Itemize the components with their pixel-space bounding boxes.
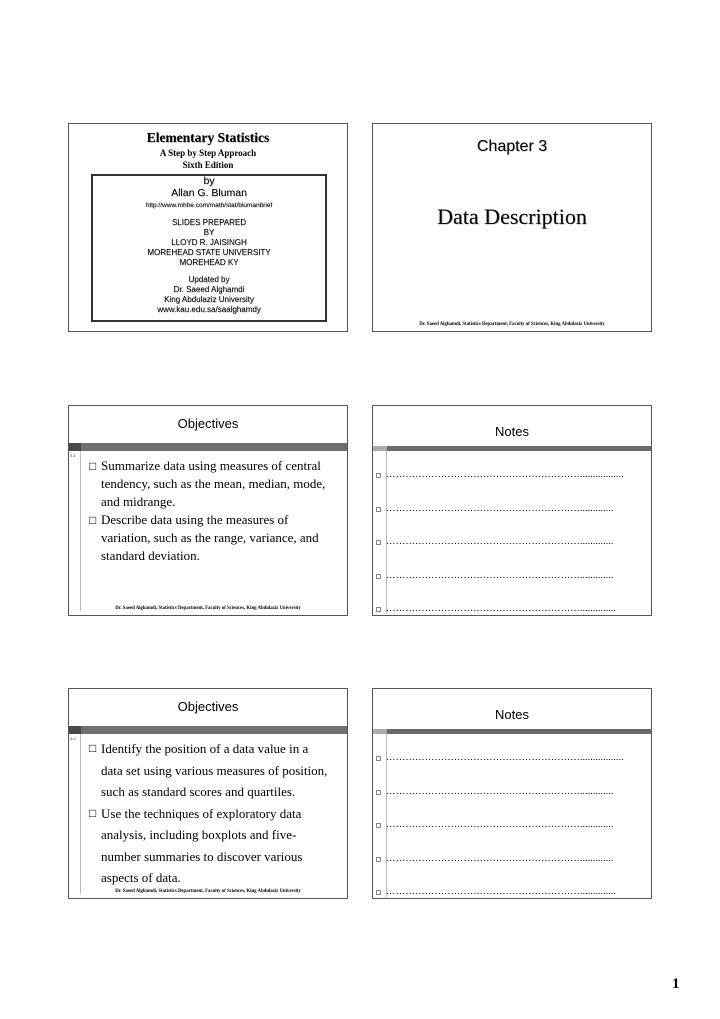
- slide-footer: Dr. Saeed Alghamdi, Statistics Department, Faculty of Sciences, King Abdulaziz University: [115, 889, 301, 894]
- list-item: □ Describe data using the measures of variation, such as the range, variance, and standard deviation.: [89, 512, 319, 563]
- author-name: Allan G. Bluman: [171, 187, 247, 199]
- page-number: 1: [672, 976, 680, 992]
- by-label: by: [203, 175, 215, 187]
- notes-slide-1: [372, 405, 652, 616]
- list-item: □ Summarize data using measures of central tendency, such as the mean, median, mode, and midrange.: [89, 458, 326, 509]
- note-line: …………………………………………………….............: [376, 537, 648, 571]
- list-item: □ Identify the position of a data value in a data set using various measures of position, such as standard scores and quartiles.: [89, 738, 339, 803]
- note-line: …………………………………………………….............: [376, 571, 648, 605]
- bullet-square-icon: [376, 890, 381, 895]
- updater-name: Dr. Saeed Alghamdi: [173, 285, 245, 294]
- slide-footer: Dr. Saeed Alghamdi, Statistics Department, Faculty of Sciences, King Abdulaziz University: [115, 606, 301, 611]
- slide-number: 3-1: [70, 453, 76, 458]
- note-line: ……………………………………………………..............: [376, 604, 648, 638]
- notes-lines: [376, 470, 648, 638]
- objectives-list: [89, 457, 339, 565]
- bullet-square-icon: [376, 574, 381, 579]
- note-line: …………………………………………………….............: [376, 854, 648, 888]
- objectives-list: [89, 738, 339, 889]
- notes-title: Notes: [495, 424, 529, 439]
- slide-footer: Dr. Saeed Alghamdi, Statistics Department, Faculty of Sciences, King Abdulaziz University: [419, 322, 605, 327]
- bullet-square-icon: [376, 473, 381, 478]
- preparer-university: MOREHEAD STATE UNIVERSITY: [147, 248, 271, 257]
- bullet-square-icon: [376, 790, 381, 795]
- objectives-slide-1: [68, 405, 348, 616]
- bullet-square-icon: [376, 857, 381, 862]
- note-line: …………………………………………………….................: [376, 470, 648, 504]
- notes-lines: [376, 753, 648, 921]
- bullet-square-icon: [376, 823, 381, 828]
- notes-title: Notes: [495, 707, 529, 722]
- bullet-square-icon: [376, 507, 381, 512]
- bullet-square-icon: [376, 540, 381, 545]
- title-bar: [373, 446, 651, 451]
- checkbox-bullet-icon: □: [89, 513, 97, 527]
- list-item: □ Use the techniques of exploratory data analysis, including boxplots and five- number summaries to discover various aspects of data.: [89, 803, 339, 889]
- chapter-title: Data Description: [437, 204, 587, 229]
- objectives-slide-2: [68, 688, 348, 899]
- title-bar: [69, 443, 347, 451]
- bullet-square-icon: [376, 756, 381, 761]
- title-bar: [373, 729, 651, 734]
- slide-number: 3-2: [70, 736, 76, 741]
- chapter-slide: [372, 123, 652, 332]
- notes-slide-2: [372, 688, 652, 899]
- book-title: Elementary Statistics: [146, 130, 270, 145]
- note-line: …………………………………………………….................: [376, 753, 648, 787]
- updated-by-label: Updated by: [188, 275, 230, 284]
- slide-title: Objectives: [177, 416, 239, 431]
- updater-url: www.kau.edu.sa/saalghamdy: [157, 305, 261, 314]
- book-edition: Sixth Edition: [182, 160, 234, 170]
- note-line: …………………………………………………….............: [376, 787, 648, 821]
- author-url: http://www.mhhe.com/math/stat/blumanbrief: [145, 202, 273, 209]
- chapter-label: Chapter 3: [476, 138, 548, 155]
- checkbox-bullet-icon: □: [89, 741, 97, 755]
- bullet-square-icon: [376, 607, 381, 612]
- credits-box: [91, 174, 327, 322]
- note-line: …………………………………………………….............: [376, 504, 648, 538]
- preparer-city: MOREHEAD KY: [179, 258, 239, 267]
- note-line: ……………………………………………………..............: [376, 887, 648, 921]
- note-line: …………………………………………………….............: [376, 820, 648, 854]
- title-slide: [68, 123, 348, 332]
- checkbox-bullet-icon: □: [89, 459, 97, 473]
- checkbox-bullet-icon: □: [89, 805, 97, 820]
- preparer-name: LLOYD R. JAISINGH: [171, 238, 247, 247]
- prepared-line-2: BY: [203, 228, 215, 237]
- prepared-line-1: SLIDES PREPARED: [171, 218, 247, 227]
- slide-title: Objectives: [177, 699, 239, 714]
- book-subtitle: A Step by Step Approach: [159, 148, 257, 158]
- updater-university: King Abdulaziz University: [164, 295, 254, 304]
- title-bar: [69, 726, 347, 734]
